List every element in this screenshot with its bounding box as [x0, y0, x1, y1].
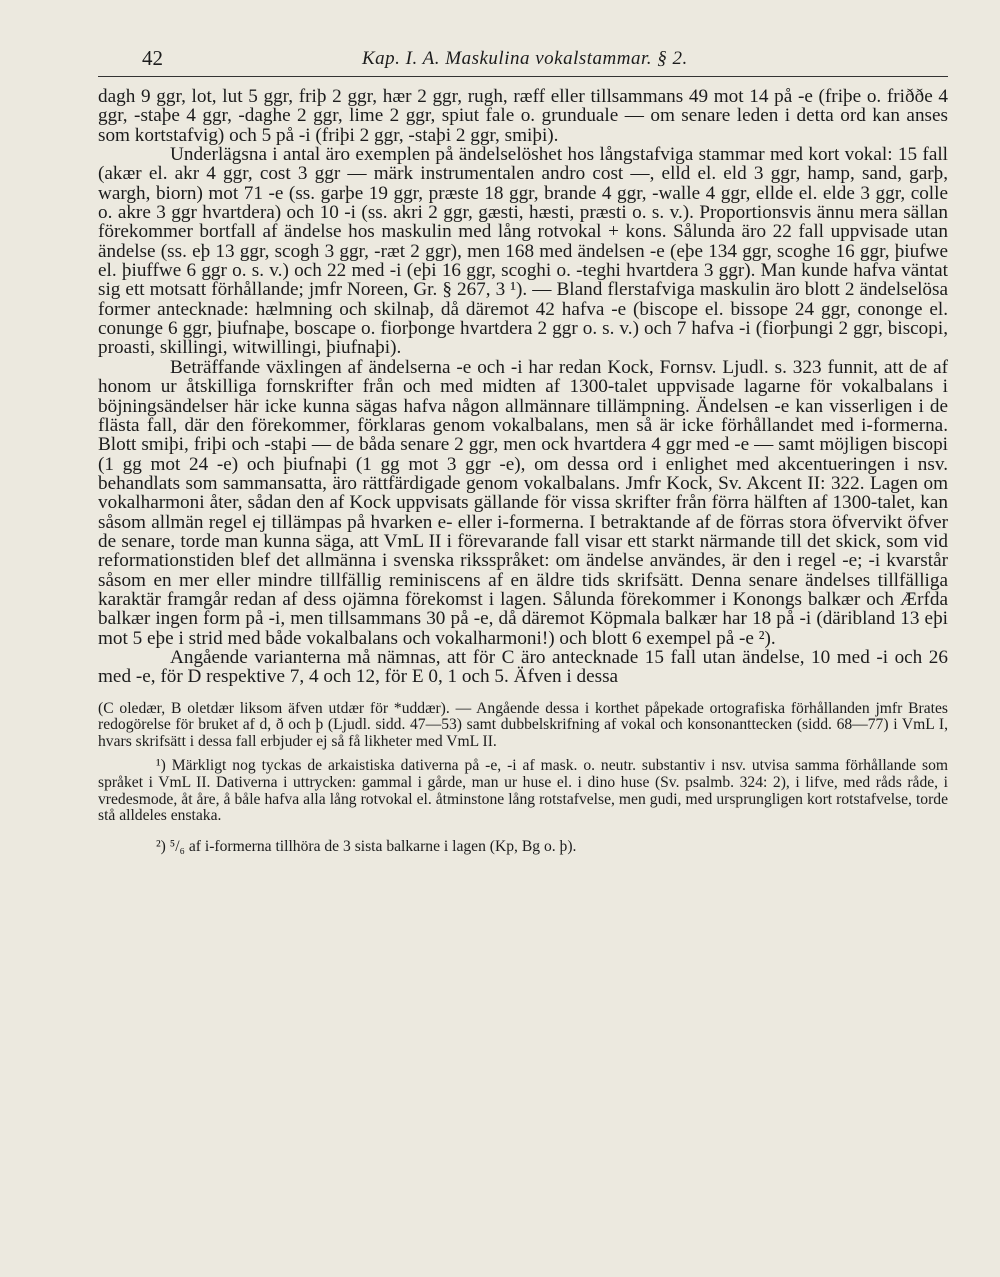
paragraph: Angående varianterna må nämnas, att för C äro antecknade 15 fall utan ändelse, 10 med -i och 26 med -e, för D respektive 7, 4 och 12, för E 0, 1 och 5. Äfven i dessa: [98, 646, 948, 688]
paragraph: Underlägsna i antal äro exemplen på ändelselöshet hos långstafviga stammar med kort vokal: 15 fall (akær el. akr 4 ggr, cost 3 ggr — märk instrumentalen andro cost —, elld el. eld 3 ggr, hamp, sand, garþ, wargh, biorn) mot 71 -e (ss. garþe 19 ggr, præste 18 ggr, brande 4 ggr, -walle 4 ggr, ellde el. elde 3 ggr, colle o. akre 3 ggr hvartdera) och 10 -i (ss. akri 2 ggr, gæsti, hæsti, præsti o. s. v.). Proportionsvis ännu mera sällan förekommer bortfall af ändelse hos maskulin med lång rotvokal + kons. Sålunda äro 22 fall uppvisade utan ändelse (ss. eþ 13 ggr, scogh 3 ggr, -ræt 2 ggr), men 168 med ändelsen -e (eþe 134 ggr, scoghe 16 ggr, þiufwe el. þiuffwe 6 ggr o. s. v.) och 22 med -i (eþi 16 ggr, scoghi o. -teghi hvartdera 3 ggr). Man kunde hafva väntat sig ett motsatt förhållande; jmfr Noreen, Gr. § 267, 3 ¹). — Bland flerstafviga maskulin äro blott 2 ändelselösa former antecknade: hælmning och skilnaþ, då däremot 42 hafva -e (biscope el. bissope 24 ggr, cononge el. conunge 6 ggr, þiufnaþe, boscape o. fiorþonge hvartdera 2 ggr o. s. v.) och 7 hafva -i (fiorþungi 2 ggr, biscopi, proasti, skillingi, witwillingi, þiufnaþi).: [98, 144, 948, 359]
footnote-1: ¹) Märkligt nog tyckas de arkaistiska dativerna på -e, -i af mask. o. neutr. substantiv i nsv. utvisa samma förhållande som språket i VmL II. Dativerna i uttrycken: gammal i gårde, man ur huse el. i dino huse (Sv. psalmb. 324: 2), i lifve, med råds råde, i vredesmode, åt åre, å båle hafva alla lång rotvokal el. åtminstone lång rotstafvelse, men gudi, med ursprungligen kort rotstafvelse, torde stå alldeles enstaka.: [98, 757, 948, 825]
paragraph: Beträffande växlingen af ändelserna -e och -i har redan Kock, Fornsv. Ljudl. s. 323 funnit, att de af honom ur åtskilliga fornskrifter från och med midten af 1300-talet uppvisade lagarne för vokalbalans i böjningsändelser här icke kunna sägas hafva någon allmännare tillämpning. Ändelsen -e kan visserligen i de flästa fall, där den förekommer, förklaras genom vokalbalans, men så är icke förhållandet med i-formerna. Blott smiþi, friþi och -staþi — de båda senare 2 ggr, men ock hvartdera 4 ggr med -e — samt möjligen biscopi (1 gg mot 24 -e) och þiufnaþi (1 gg mot 3 ggr -e), om dessa ord i enlighet med akcentueringen i nsv. behandlats som sammansatta, äro rättfärdigade genom vokalbalans. Jmfr Kock, Sv. Akcent II: 322. Lagen om vokalharmoni åter, sådan den af Kock uppvisats gällande för vissa skrifter från förra hälften af 1300-talet, kan såsom allmän regel ej tillämpas på hvarken e- eller i-formerna. I betraktande af de förras stora öfvervikt öfver de senare, torde man kunna säga, att VmL II i förevarande fall visar ett starkt närmande till det skick, som vid reformationstiden blef det allmänna i svenska riksspråket: om ändelse användes, är den i regel -e; -i kvarstår såsom en mer eller mindre tillfällig reminiscens af en äldre tids skrifsätt. Denna senare ändelses tillfälliga karaktär framgår redan af dess ojämna förekomst i lagen. Sålunda förekommer i Konongs balkær och Ærfda balkær ingen form på -i, men tillsammans 30 på -e, då däremot Köpmala balkær har 18 på -i (däribland 13 eþi mot 5 eþe i strid med både vokalbalans och vokalharmoni!) och blott 6 exempel på -e ²).: [98, 356, 948, 649]
page-header: [98, 46, 948, 77]
footnote-2: ²) ⁵/₆ af i-formerna tillhöra de 3 sista balkarne i lagen (Kp, Bg o. þ).: [156, 837, 577, 855]
running-head: Kap. I. A. Maskulina vokalstammar. § 2.: [362, 48, 688, 69]
footnote-continuation: (C oledær, B oletdær liksom äfven utdær för *uddær). — Angående dessa i korthet påpekade ortografiska förhållanden jmfr Brates redogörelse för bruket af d, ð och þ (Ljudl. sidd. 47—53) samt dubbelskrifning af vokal och konsonanttecken (sidd. 68—77) i VmL I, hvars skrifsätt i dessa fall erbjuder ej så få likheter med VmL II.: [98, 699, 948, 750]
footnotes: [98, 701, 948, 856]
paragraph-continuation: dagh 9 ggr, lot, lut 5 ggr, friþ 2 ggr, hær 2 ggr, rugh, ræff eller tillsammans 49 mot 14 på -e (friþe o. friððe 4 ggr, -staþe 4 ggr, -daghe 2 ggr, lime 2 ggr, spiut fale o. grunduale — om senare leden i detta ord kan anses som kortstafvig) och 5 på -i (friþi 2 ggr, -staþi 2 ggr, smiþi).: [98, 86, 948, 146]
page-number: 42: [142, 46, 163, 70]
main-text: [98, 87, 948, 687]
